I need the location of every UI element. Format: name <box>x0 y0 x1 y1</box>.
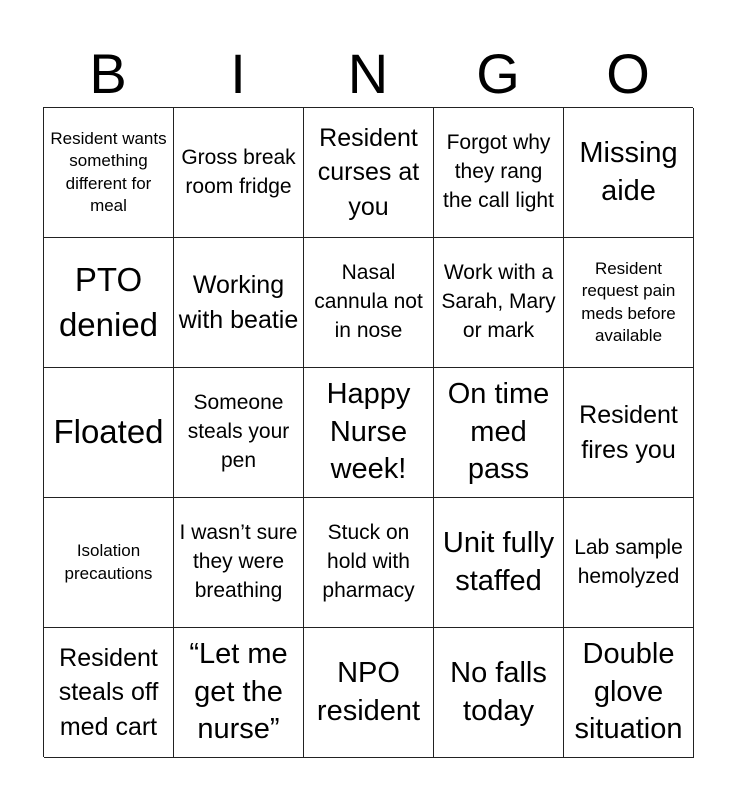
cell-text: Working with beatie <box>178 271 299 334</box>
bingo-cell-r4c2[interactable] <box>174 498 304 628</box>
bingo-cell-r5c4[interactable] <box>434 628 564 758</box>
bingo-cell-r1c2[interactable] <box>174 108 304 238</box>
bingo-cell-r4c4[interactable] <box>434 498 564 628</box>
cell-text: Resident steals off med cart <box>58 643 159 741</box>
cell-text: Resident curses at you <box>317 123 420 221</box>
bingo-cell-r1c5[interactable] <box>564 108 694 238</box>
bingo-cell-r5c5[interactable] <box>564 628 694 758</box>
bingo-cell-r3c4[interactable] <box>434 368 564 498</box>
cell-text: Resident fires you <box>579 401 678 464</box>
cell-text: Nasal cannula not in nose <box>314 261 423 342</box>
bingo-cell-r5c3[interactable] <box>304 628 434 758</box>
cell-text: NPO resident <box>316 656 421 727</box>
bingo-cell-r2c4[interactable] <box>434 238 564 368</box>
bingo-cell-r2c3[interactable] <box>304 238 434 368</box>
cell-text: On time med pass <box>447 377 550 486</box>
bingo-header <box>43 40 693 108</box>
header-letter-b: B <box>89 42 127 105</box>
cell-text: Lab sample hemolyzed <box>574 535 683 588</box>
cell-text: Stuck on hold with pharmacy <box>322 521 415 602</box>
cell-text: PTO denied <box>58 260 159 343</box>
bingo-cell-r5c2[interactable] <box>174 628 304 758</box>
cell-text: Resident wants something different for meal <box>50 129 167 215</box>
header-letter-g: G <box>476 42 520 105</box>
bingo-cell-r3c3[interactable] <box>304 368 434 498</box>
bingo-cell-r2c5[interactable] <box>564 238 694 368</box>
header-letter-n: N <box>347 42 389 105</box>
bingo-board <box>43 107 693 757</box>
cell-text: Forgot why they rang the call light <box>443 131 554 212</box>
bingo-cell-r1c3[interactable] <box>304 108 434 238</box>
bingo-cell-r4c5[interactable] <box>564 498 694 628</box>
bingo-cell-r5c1[interactable] <box>44 628 174 758</box>
cell-text: Unit fully staffed <box>442 526 555 597</box>
bingo-cell-r1c4[interactable] <box>434 108 564 238</box>
cell-text: Someone steals your pen <box>187 391 290 472</box>
bingo-cell-r3c5[interactable] <box>564 368 694 498</box>
bingo-cell-r2c2[interactable] <box>174 238 304 368</box>
bingo-cell-r3c1[interactable] <box>44 368 174 498</box>
header-letter-o: O <box>606 42 650 105</box>
cell-text: I wasn’t sure they were breathing <box>179 521 298 602</box>
cell-text: Happy Nurse week! <box>326 377 411 486</box>
bingo-cell-r1c1[interactable] <box>44 108 174 238</box>
bingo-cell-r4c3[interactable] <box>304 498 434 628</box>
bingo-cell-r4c1[interactable] <box>44 498 174 628</box>
cell-text: Isolation precautions <box>64 541 153 583</box>
bingo-cell-r3c2[interactable] <box>174 368 304 498</box>
cell-text: Gross break room fridge <box>181 145 296 198</box>
cell-text: “Let me get the nurse” <box>189 637 288 746</box>
cell-text: Resident request pain meds before available <box>581 259 676 345</box>
cell-text: No falls today <box>450 656 547 727</box>
cell-text: Missing aide <box>579 136 678 207</box>
cell-text: Double glove situation <box>574 637 683 746</box>
cell-text: Work with a Sarah, Mary or mark <box>441 261 556 342</box>
bingo-cell-r2c1[interactable] <box>44 238 174 368</box>
header-letter-i: I <box>230 42 246 105</box>
cell-text: Floated <box>53 413 164 451</box>
